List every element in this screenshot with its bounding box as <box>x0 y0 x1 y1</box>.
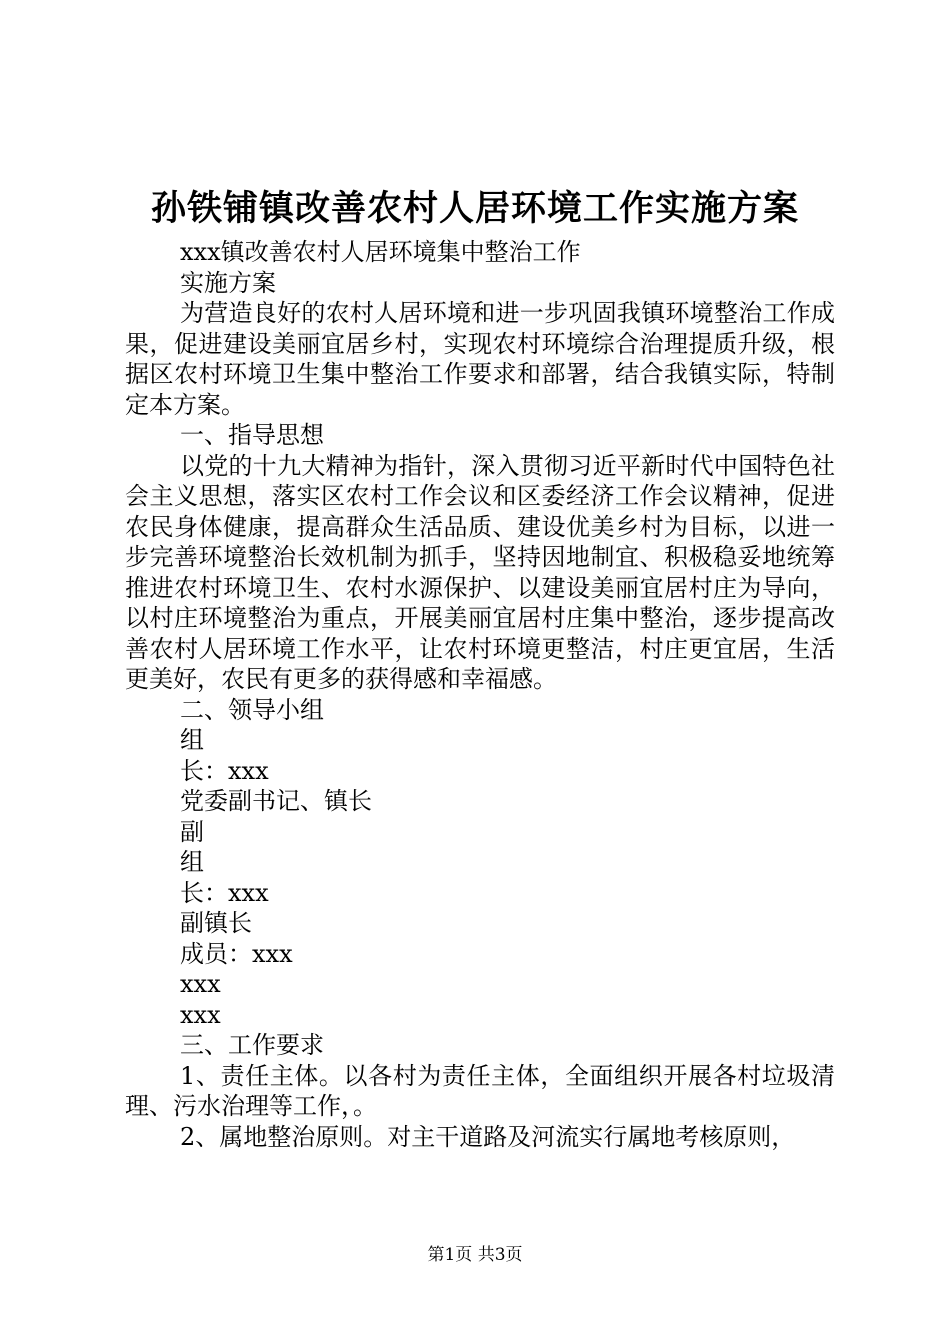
section-heading: 二、领导小组 <box>180 695 324 724</box>
body-paragraph: 以党的十九大精神为指针，深入贯彻习近平新时代中国特色社会主义思想，落实区农村工作会议和区委经济工作会议精神，促进农民身体健康，提高群众生活品质、建设优美乡村为目标，以进一步完善环境整治长效机制为抓手，坚持因地制宜、积极稳妥地统筹推进农村环境卫生、农村水源保护、以建设美丽宜居村庄为导向，以村庄环境整治为重点，开展美丽宜居村庄集中整治，逐步提高改善农村人居环境工作水平，让农村环境更整洁，村庄更宜居，生活更美好，农民有更多的获得感和幸福感。 <box>125 451 835 693</box>
text-line: xxx <box>180 970 221 998</box>
subtitle-line: xxx镇改善农村人居环境集中整治工作 <box>180 238 581 266</box>
text-line: 长：xxx <box>180 756 269 785</box>
text-line: xxx <box>180 1000 221 1029</box>
document-body <box>125 237 835 1152</box>
section-heading: 三、工作要求 <box>180 1031 324 1059</box>
text-line: 副 <box>180 817 204 846</box>
body-paragraph: 2、属地整治原则。对主干道路及河流实行属地考核原则， <box>180 1122 796 1151</box>
text-line: 组 <box>180 726 204 754</box>
body-paragraph: 1、责任主体。以各村为责任主体，全面组织开展各村垃圾清理、污水治理等工作，。 <box>125 1061 835 1120</box>
text-line: 副镇长 <box>180 909 252 937</box>
text-line: 长：xxx <box>180 878 269 907</box>
page-number: 第1页 共3页 <box>427 1245 523 1265</box>
document-title: 孙铁铺镇改善农村人居环境工作实施方案 <box>150 188 799 229</box>
body-paragraph: 为营造良好的农村人居环境和进一步巩固我镇环境整治工作成果，促进建设美丽宜居乡村，实现农村环境综合治理提质升级，根据区农村环境卫生集中整治工作要求和部署，结合我镇实际，特制定本方案。 <box>125 299 835 419</box>
text-line: 成员：xxx <box>180 939 293 968</box>
subtitle-line: 实施方案 <box>180 268 276 297</box>
text-line: 组 <box>180 848 204 876</box>
text-line: 党委副书记、镇长 <box>180 787 372 815</box>
section-heading: 一、指导思想 <box>180 421 324 449</box>
